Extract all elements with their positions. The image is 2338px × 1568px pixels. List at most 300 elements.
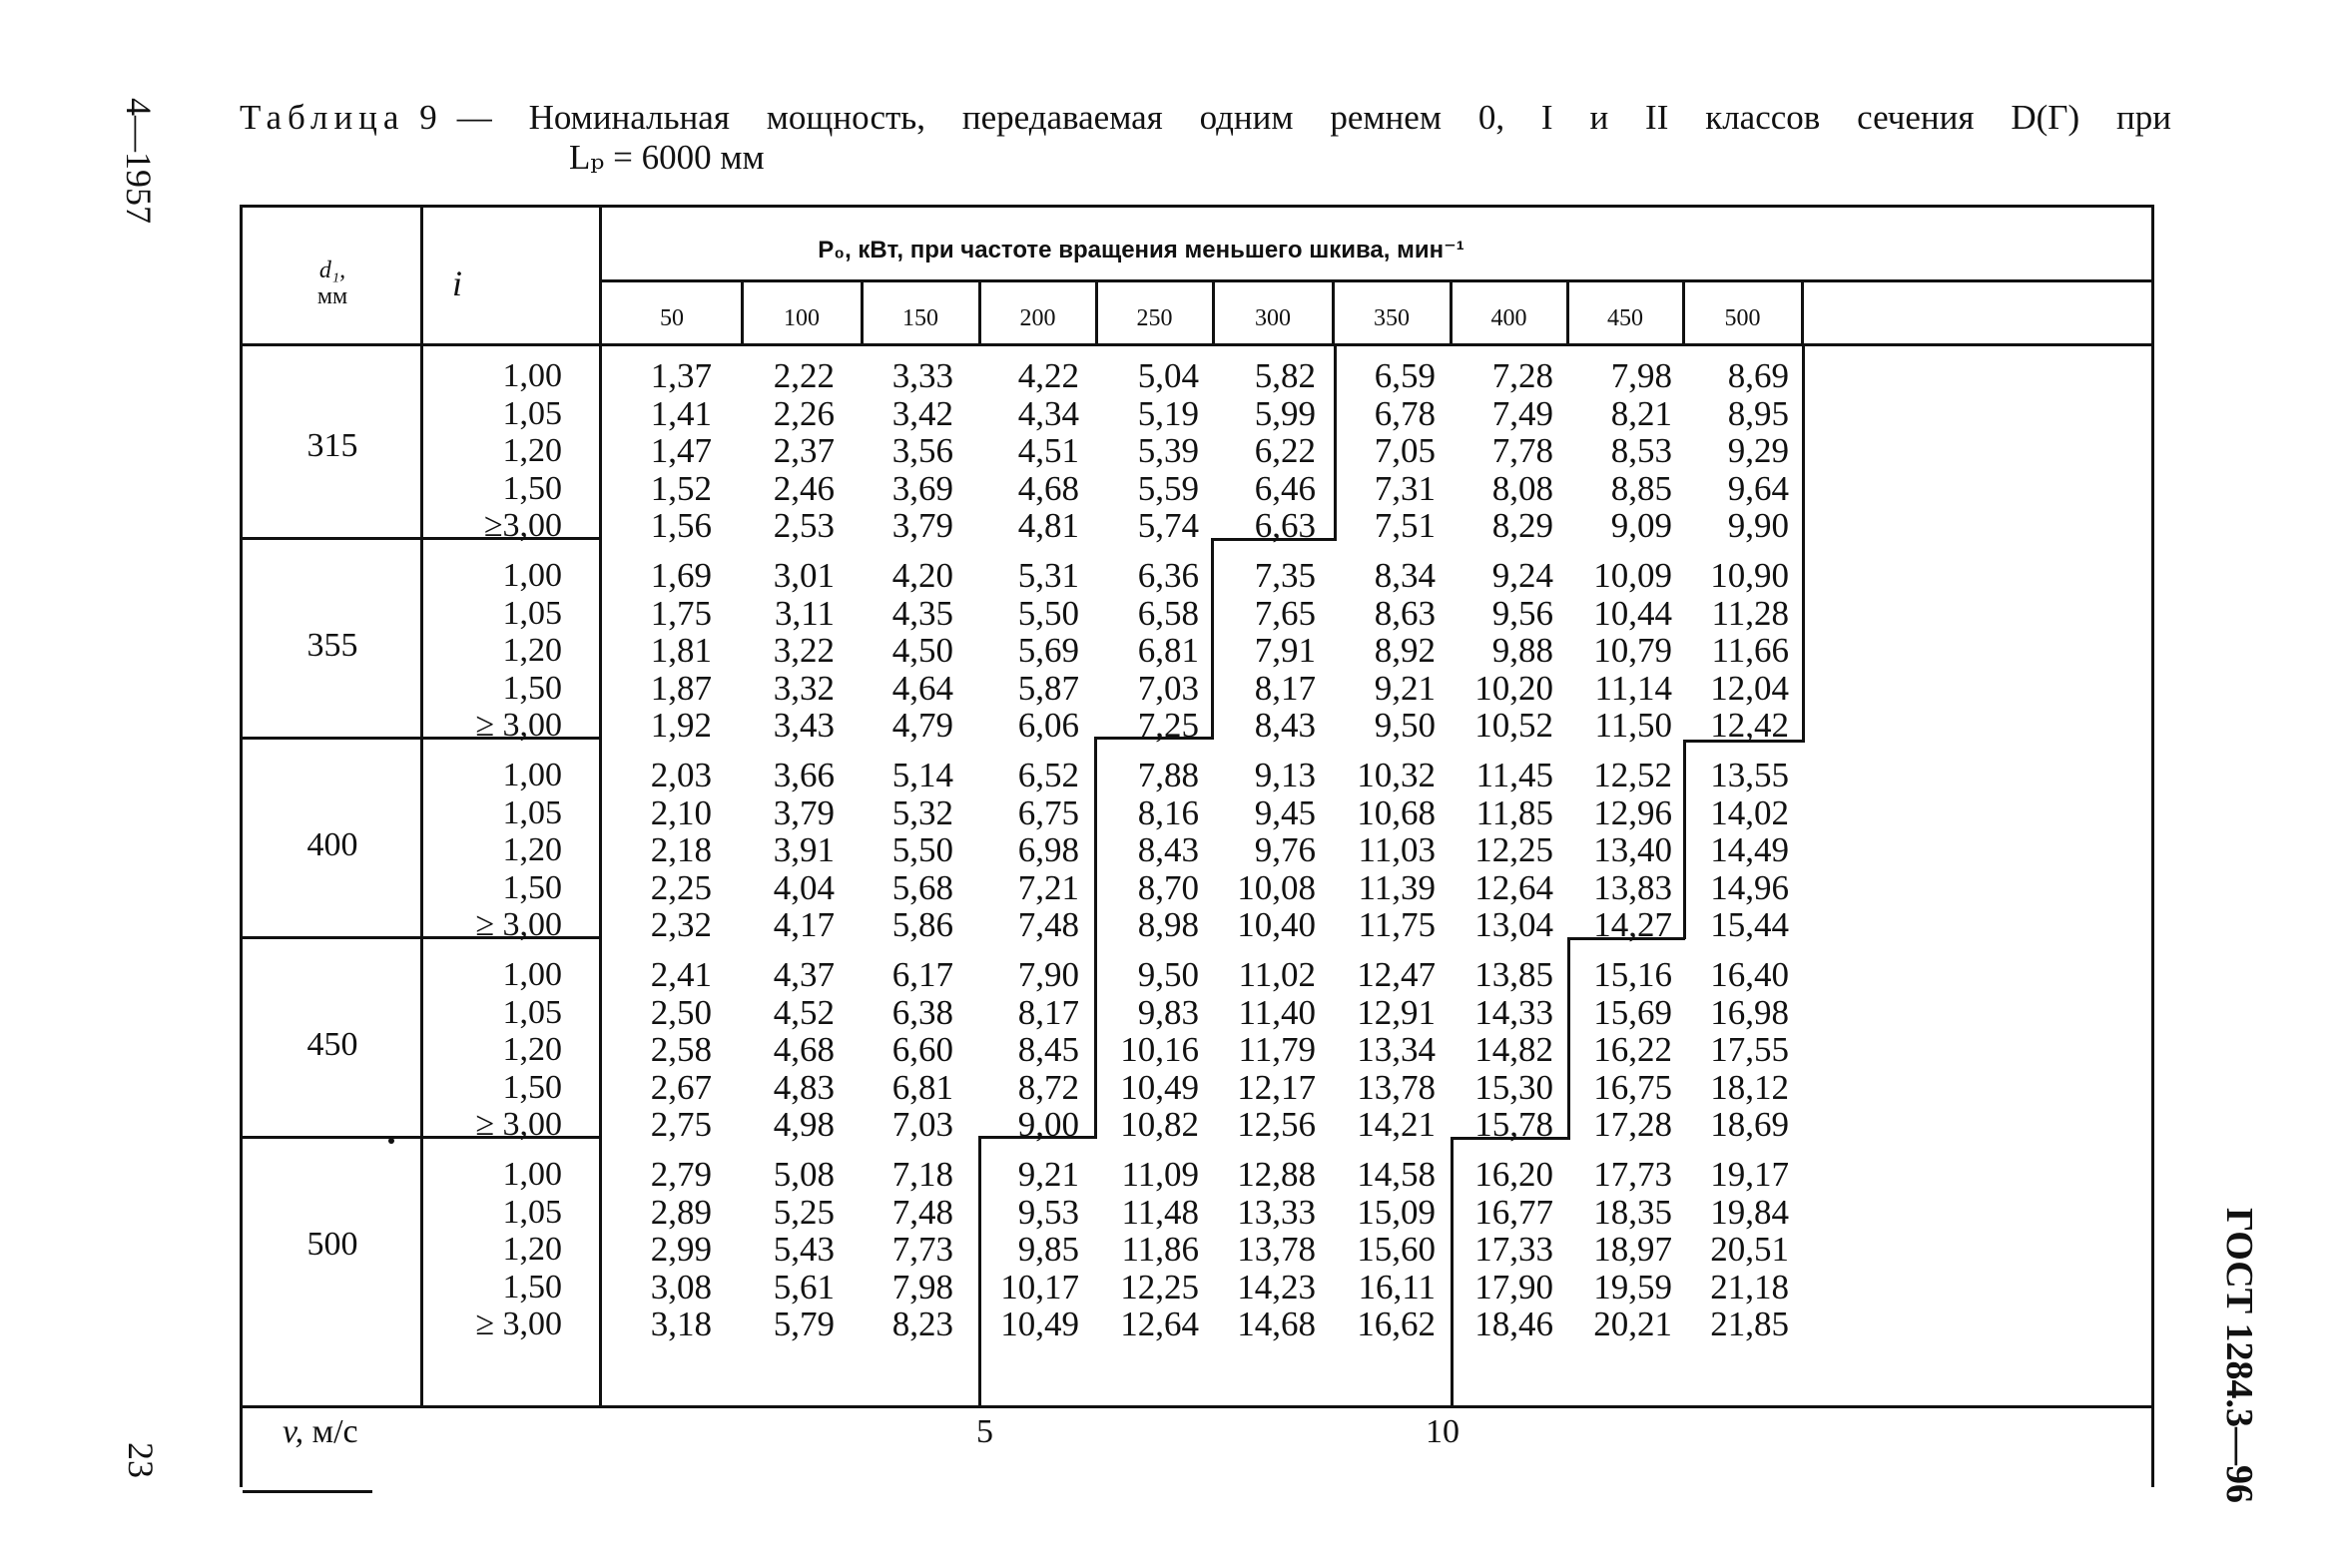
power-value: 4,64 bbox=[891, 668, 953, 708]
power-value: 9,29 bbox=[1727, 431, 1789, 470]
power-value: 8,45 bbox=[1017, 1030, 1079, 1069]
power-value: 2,22 bbox=[773, 356, 835, 395]
i-value: 1,20 bbox=[502, 632, 562, 669]
power-value: 8,23 bbox=[891, 1305, 953, 1343]
power-value: 2,58 bbox=[650, 1030, 712, 1069]
power-value: 2,67 bbox=[650, 1067, 712, 1107]
power-value: 2,37 bbox=[773, 431, 835, 470]
power-value: 3,32 bbox=[773, 668, 835, 708]
power-value: 16,62 bbox=[1357, 1305, 1436, 1343]
power-value: 15,30 bbox=[1474, 1067, 1553, 1107]
power-value: 1,37 bbox=[650, 356, 712, 395]
power-value: 2,32 bbox=[650, 905, 712, 944]
i-value: 1,20 bbox=[502, 1031, 562, 1068]
power-value: 9,76 bbox=[1254, 830, 1316, 869]
power-value: 5,50 bbox=[1017, 593, 1079, 633]
power-value: 7,18 bbox=[891, 1155, 953, 1194]
power-value: 3,42 bbox=[891, 393, 953, 433]
power-value: 3,11 bbox=[775, 593, 835, 633]
power-value: 7,35 bbox=[1254, 556, 1316, 595]
header-i: i bbox=[452, 263, 463, 303]
header-column-rule bbox=[1332, 279, 1335, 343]
power-value: 7,90 bbox=[1017, 955, 1079, 994]
power-value: 12,25 bbox=[1120, 1267, 1199, 1307]
power-value: 7,25 bbox=[1137, 706, 1199, 745]
power-value: 9,09 bbox=[1610, 506, 1672, 545]
power-value: 5,79 bbox=[773, 1305, 835, 1343]
d1-value-500: 500 bbox=[306, 1226, 358, 1263]
footer-velocity-label: v, м/с bbox=[283, 1413, 358, 1450]
power-value: 9,90 bbox=[1727, 506, 1789, 545]
power-value: 6,63 bbox=[1254, 506, 1316, 545]
power-value: 16,40 bbox=[1710, 955, 1789, 994]
power-value: 6,36 bbox=[1137, 556, 1199, 595]
power-value: 7,51 bbox=[1374, 506, 1436, 545]
power-value: 4,81 bbox=[1017, 506, 1079, 545]
power-value: 2,03 bbox=[650, 756, 712, 794]
power-value: 11,28 bbox=[1711, 593, 1789, 633]
i-value: 1,05 bbox=[502, 993, 562, 1031]
header-column-rule bbox=[1095, 279, 1098, 343]
power-value: 1,47 bbox=[650, 431, 712, 470]
power-value: 5,19 bbox=[1137, 393, 1199, 433]
power-value: 5,69 bbox=[1017, 631, 1079, 670]
power-value: 11,45 bbox=[1475, 756, 1553, 794]
d1-value-355: 355 bbox=[306, 627, 358, 664]
power-value: 9,88 bbox=[1491, 631, 1553, 670]
power-value: 10,68 bbox=[1357, 792, 1436, 832]
power-value: 1,56 bbox=[650, 506, 712, 545]
i-value: 1,20 bbox=[502, 831, 562, 868]
power-value: 9,13 bbox=[1254, 756, 1316, 794]
power-value: 7,88 bbox=[1137, 756, 1199, 794]
power-value: 6,81 bbox=[891, 1067, 953, 1107]
i-value: 1,20 bbox=[502, 1231, 562, 1268]
power-value: 3,43 bbox=[773, 706, 835, 745]
power-value: 17,73 bbox=[1593, 1155, 1672, 1194]
power-value: 16,11 bbox=[1358, 1267, 1436, 1307]
power-value: 6,78 bbox=[1374, 393, 1436, 433]
power-value: 5,59 bbox=[1137, 468, 1199, 508]
power-value: 12,88 bbox=[1237, 1155, 1316, 1194]
power-value: 6,60 bbox=[891, 1030, 953, 1069]
power-value: 16,77 bbox=[1474, 1192, 1553, 1232]
power-value: 7,65 bbox=[1254, 593, 1316, 633]
header-rpm-300: 300 bbox=[1255, 305, 1291, 331]
power-value: 16,20 bbox=[1474, 1155, 1553, 1194]
power-value: 2,50 bbox=[650, 992, 712, 1032]
header-power-title: P₀, кВт, при частоте вращения меньшего шкива, мин⁻¹ bbox=[818, 237, 1464, 263]
power-value: 7,91 bbox=[1254, 631, 1316, 670]
power-value: 11,75 bbox=[1358, 905, 1436, 944]
power-value: 7,98 bbox=[1610, 356, 1672, 395]
power-value: 3,18 bbox=[650, 1305, 712, 1343]
power-value: 13,34 bbox=[1357, 1030, 1436, 1069]
power-value: 17,33 bbox=[1474, 1230, 1553, 1269]
header-rpm-400: 400 bbox=[1490, 305, 1527, 331]
power-value: 19,17 bbox=[1710, 1155, 1789, 1194]
i-value: 1,05 bbox=[502, 394, 562, 432]
power-value: 10,82 bbox=[1120, 1105, 1199, 1144]
power-value: 18,12 bbox=[1710, 1067, 1789, 1107]
power-value: 8,29 bbox=[1491, 506, 1553, 545]
i-value: 1,50 bbox=[502, 1268, 562, 1306]
power-value: 5,61 bbox=[773, 1267, 835, 1307]
power-value: 6,46 bbox=[1254, 468, 1316, 508]
power-value: 4,35 bbox=[891, 593, 953, 633]
power-value: 3,08 bbox=[650, 1267, 712, 1307]
power-value: 18,97 bbox=[1593, 1230, 1672, 1269]
power-value: 7,05 bbox=[1374, 431, 1436, 470]
power-value: 2,18 bbox=[650, 830, 712, 869]
power-value: 9,45 bbox=[1254, 792, 1316, 832]
header-column-rule bbox=[1212, 279, 1215, 343]
i-value: 1,20 bbox=[502, 432, 562, 469]
header-column-rule bbox=[741, 279, 744, 343]
power-value: 7,21 bbox=[1017, 867, 1079, 907]
power-value: 8,34 bbox=[1374, 556, 1436, 595]
power-value: 12,42 bbox=[1710, 706, 1789, 745]
power-value: 12,04 bbox=[1710, 668, 1789, 708]
power-value: 7,31 bbox=[1374, 468, 1436, 508]
power-value: 8,53 bbox=[1610, 431, 1672, 470]
power-value: 13,55 bbox=[1710, 756, 1789, 794]
power-value: 9,83 bbox=[1137, 992, 1199, 1032]
power-value: 1,52 bbox=[650, 468, 712, 508]
power-value: 3,91 bbox=[773, 830, 835, 869]
power-value: 2,75 bbox=[650, 1105, 712, 1144]
power-value: 4,17 bbox=[773, 905, 835, 944]
power-value: 10,16 bbox=[1120, 1030, 1199, 1069]
power-value: 2,53 bbox=[773, 506, 835, 545]
power-value: 5,99 bbox=[1254, 393, 1316, 433]
power-value: 13,85 bbox=[1474, 955, 1553, 994]
power-value: 8,08 bbox=[1491, 468, 1553, 508]
power-value: 8,17 bbox=[1017, 992, 1079, 1032]
footer-rule bbox=[243, 1405, 2154, 1408]
power-value: 3,33 bbox=[891, 356, 953, 395]
d1-value-315: 315 bbox=[306, 427, 358, 464]
power-value: 15,16 bbox=[1593, 955, 1672, 994]
power-value: 13,78 bbox=[1237, 1230, 1316, 1269]
i-value: 1,00 bbox=[502, 1156, 562, 1193]
power-value: 20,21 bbox=[1593, 1305, 1672, 1343]
power-value: 5,87 bbox=[1017, 668, 1079, 708]
power-value: 12,64 bbox=[1474, 867, 1553, 907]
power-value: 7,78 bbox=[1491, 431, 1553, 470]
power-value: 4,50 bbox=[891, 631, 953, 670]
power-value: 6,06 bbox=[1017, 706, 1079, 745]
power-value: 9,21 bbox=[1017, 1155, 1079, 1194]
power-value: 8,16 bbox=[1137, 792, 1199, 832]
i-value: 1,00 bbox=[502, 557, 562, 594]
power-value: 10,09 bbox=[1593, 556, 1672, 595]
power-value: 14,82 bbox=[1474, 1030, 1553, 1069]
header-d1: d₁, мм bbox=[316, 258, 348, 309]
power-value: 8,69 bbox=[1727, 356, 1789, 395]
power-value: 9,50 bbox=[1374, 706, 1436, 745]
header-divider bbox=[602, 279, 2154, 282]
power-value: 5,50 bbox=[891, 830, 953, 869]
power-value: 10,08 bbox=[1237, 867, 1316, 907]
power-value: 14,68 bbox=[1237, 1305, 1316, 1343]
power-value: 18,69 bbox=[1710, 1105, 1789, 1144]
power-value: 12,47 bbox=[1357, 955, 1436, 994]
power-value: 4,68 bbox=[773, 1030, 835, 1069]
table-number: Таблица 9 bbox=[240, 98, 443, 137]
i-value: 1,00 bbox=[502, 757, 562, 793]
header-rpm-450: 450 bbox=[1607, 305, 1643, 331]
power-value: 2,10 bbox=[650, 792, 712, 832]
power-value: 1,87 bbox=[650, 668, 712, 708]
power-value: 3,69 bbox=[891, 468, 953, 508]
header-column-rule bbox=[978, 279, 981, 343]
standard-designation: ГОСТ 1284.3—96 bbox=[2218, 1208, 2260, 1504]
power-value: 14,33 bbox=[1474, 992, 1553, 1032]
header-rpm-500: 500 bbox=[1724, 305, 1761, 331]
power-value: 7,28 bbox=[1491, 356, 1553, 395]
power-value: 8,43 bbox=[1137, 830, 1199, 869]
header-rpm-50: 50 bbox=[660, 305, 684, 331]
power-value: 8,70 bbox=[1137, 867, 1199, 907]
power-value: 5,43 bbox=[773, 1230, 835, 1269]
i-value: 1,05 bbox=[502, 793, 562, 831]
power-value: 6,17 bbox=[891, 955, 953, 994]
i-value: 1,05 bbox=[502, 1193, 562, 1231]
power-value: 3,01 bbox=[773, 556, 835, 595]
power-value: 4,68 bbox=[1017, 468, 1079, 508]
table-caption bbox=[240, 98, 2171, 178]
power-value: 9,56 bbox=[1491, 593, 1553, 633]
power-value: 2,26 bbox=[773, 393, 835, 433]
power-value: 9,21 bbox=[1374, 668, 1436, 708]
power-value: 12,96 bbox=[1593, 792, 1672, 832]
power-value: 13,83 bbox=[1593, 867, 1672, 907]
power-value: 4,34 bbox=[1017, 393, 1079, 433]
power-value: 12,52 bbox=[1593, 756, 1672, 794]
power-value: 9,50 bbox=[1137, 955, 1199, 994]
power-value: 17,28 bbox=[1593, 1105, 1672, 1144]
power-value: 9,00 bbox=[1017, 1105, 1079, 1144]
power-value: 11,03 bbox=[1358, 830, 1436, 869]
table-title: — Номинальная мощность, передаваемая одним ремнем 0, I и II классов сечения D(Г) при bbox=[456, 98, 2171, 137]
power-value: 11,39 bbox=[1358, 867, 1436, 907]
header-rpm-350: 350 bbox=[1374, 305, 1410, 331]
power-value: 10,32 bbox=[1357, 756, 1436, 794]
header-rpm-250: 250 bbox=[1136, 305, 1173, 331]
power-value: 5,32 bbox=[891, 792, 953, 832]
power-value: 3,79 bbox=[773, 792, 835, 832]
power-value: 15,69 bbox=[1593, 992, 1672, 1032]
power-value: 11,66 bbox=[1711, 631, 1789, 670]
power-value: 21,18 bbox=[1710, 1267, 1789, 1307]
power-value: 14,58 bbox=[1357, 1155, 1436, 1194]
header-column-rule bbox=[1566, 279, 1569, 343]
power-value: 13,33 bbox=[1237, 1192, 1316, 1232]
power-value: 11,85 bbox=[1475, 792, 1553, 832]
power-value: 14,27 bbox=[1593, 905, 1672, 944]
power-value: 6,59 bbox=[1374, 356, 1436, 395]
power-value: 2,41 bbox=[650, 955, 712, 994]
power-value: 11,79 bbox=[1238, 1030, 1316, 1069]
power-value: 18,35 bbox=[1593, 1192, 1672, 1232]
footer-velocity-tick-10: 10 bbox=[1426, 1413, 1460, 1450]
power-value: 10,17 bbox=[1000, 1267, 1079, 1307]
power-value: 5,86 bbox=[891, 905, 953, 944]
power-value: 4,83 bbox=[773, 1067, 835, 1107]
power-value: 5,08 bbox=[773, 1155, 835, 1194]
power-value: 4,22 bbox=[1017, 356, 1079, 395]
power-value: 4,98 bbox=[773, 1105, 835, 1144]
d1-value-400: 400 bbox=[306, 826, 358, 863]
power-value: 14,02 bbox=[1710, 792, 1789, 832]
power-value: 1,92 bbox=[650, 706, 712, 745]
power-value: 9,85 bbox=[1017, 1230, 1079, 1269]
power-value: 11,40 bbox=[1238, 992, 1316, 1032]
i-value: ≥ 3,00 bbox=[475, 1306, 562, 1342]
power-value: 11,14 bbox=[1594, 668, 1672, 708]
power-value: 5,14 bbox=[891, 756, 953, 794]
power-value: 6,22 bbox=[1254, 431, 1316, 470]
power-value: 10,49 bbox=[1000, 1305, 1079, 1343]
power-value: 14,21 bbox=[1357, 1105, 1436, 1144]
power-value: 10,90 bbox=[1710, 556, 1789, 595]
power-value: 11,09 bbox=[1121, 1155, 1199, 1194]
power-value: 1,75 bbox=[650, 593, 712, 633]
power-value: 2,25 bbox=[650, 867, 712, 907]
power-value: 10,49 bbox=[1120, 1067, 1199, 1107]
power-value: 18,46 bbox=[1474, 1305, 1553, 1343]
power-value: 9,64 bbox=[1727, 468, 1789, 508]
power-value: 3,22 bbox=[773, 631, 835, 670]
power-value: 10,44 bbox=[1593, 593, 1672, 633]
i-value: ≥ 3,00 bbox=[475, 1106, 562, 1143]
power-value: 4,37 bbox=[773, 955, 835, 994]
power-value: 7,03 bbox=[891, 1105, 953, 1144]
power-value: 4,79 bbox=[891, 706, 953, 745]
power-value: 3,66 bbox=[773, 756, 835, 794]
power-value: 7,73 bbox=[891, 1230, 953, 1269]
power-value: 7,48 bbox=[1017, 905, 1079, 944]
power-value: 1,69 bbox=[650, 556, 712, 595]
footer-bottom-rule bbox=[243, 1490, 372, 1493]
power-value: 6,52 bbox=[1017, 756, 1079, 794]
power-value: 4,04 bbox=[773, 867, 835, 907]
power-value: 2,99 bbox=[650, 1230, 712, 1269]
power-value: 9,24 bbox=[1491, 556, 1553, 595]
power-value: 8,95 bbox=[1727, 393, 1789, 433]
power-value: 4,52 bbox=[773, 992, 835, 1032]
power-value: 4,20 bbox=[891, 556, 953, 595]
power-value: 7,03 bbox=[1137, 668, 1199, 708]
header-rpm-100: 100 bbox=[784, 305, 820, 331]
power-value: 15,60 bbox=[1357, 1230, 1436, 1269]
power-value: 21,85 bbox=[1710, 1305, 1789, 1343]
power-value: 12,64 bbox=[1120, 1305, 1199, 1343]
power-value: 3,56 bbox=[891, 431, 953, 470]
header-column-rule bbox=[1450, 279, 1453, 343]
power-value: 4,51 bbox=[1017, 431, 1079, 470]
power-value: 8,63 bbox=[1374, 593, 1436, 633]
i-value: 1,50 bbox=[502, 669, 562, 707]
power-value: 6,98 bbox=[1017, 830, 1079, 869]
power-value: 8,85 bbox=[1610, 468, 1672, 508]
i-value: 1,00 bbox=[502, 956, 562, 993]
power-value: 13,40 bbox=[1593, 830, 1672, 869]
boundary-v10 bbox=[1802, 343, 1805, 743]
header-rpm-200: 200 bbox=[1019, 305, 1056, 331]
header-rpm-150: 150 bbox=[902, 305, 938, 331]
power-value: 2,46 bbox=[773, 468, 835, 508]
power-value: 11,50 bbox=[1594, 706, 1672, 745]
power-value: 19,59 bbox=[1593, 1267, 1672, 1307]
power-value: 19,84 bbox=[1710, 1192, 1789, 1232]
power-value: 11,48 bbox=[1121, 1192, 1199, 1232]
power-value: 7,49 bbox=[1491, 393, 1553, 433]
page-section-number: 4—1957 bbox=[119, 98, 159, 224]
footer-velocity-tick-5: 5 bbox=[976, 1413, 993, 1450]
power-value: 8,92 bbox=[1374, 631, 1436, 670]
power-value: 15,44 bbox=[1710, 905, 1789, 944]
power-value: 15,09 bbox=[1357, 1192, 1436, 1232]
power-value: 16,75 bbox=[1593, 1067, 1672, 1107]
power-value: 1,81 bbox=[650, 631, 712, 670]
power-value: 12,56 bbox=[1237, 1105, 1316, 1144]
power-value: 8,43 bbox=[1254, 706, 1316, 745]
power-value: 5,31 bbox=[1017, 556, 1079, 595]
i-value: ≥ 3,00 bbox=[475, 906, 562, 943]
power-value: 6,38 bbox=[891, 992, 953, 1032]
header-bottom-rule bbox=[243, 343, 2154, 346]
i-value: 1,05 bbox=[502, 594, 562, 632]
power-value: 8,21 bbox=[1610, 393, 1672, 433]
power-value: 10,20 bbox=[1474, 668, 1553, 708]
power-value: 14,23 bbox=[1237, 1267, 1316, 1307]
power-value: 1,41 bbox=[650, 393, 712, 433]
power-value: 8,98 bbox=[1137, 905, 1199, 944]
power-value: 16,22 bbox=[1593, 1030, 1672, 1069]
power-value: 5,25 bbox=[773, 1192, 835, 1232]
power-table bbox=[240, 205, 2154, 1487]
power-value: 12,91 bbox=[1357, 992, 1436, 1032]
power-value: 14,96 bbox=[1710, 867, 1789, 907]
power-value: 16,98 bbox=[1710, 992, 1789, 1032]
power-value: 10,40 bbox=[1237, 905, 1316, 944]
power-value: 13,78 bbox=[1357, 1067, 1436, 1107]
table-title-line2: Lₚ = 6000 мм bbox=[569, 138, 765, 177]
power-value: 17,90 bbox=[1474, 1267, 1553, 1307]
power-value: 6,75 bbox=[1017, 792, 1079, 832]
header-column-rule bbox=[1682, 279, 1685, 343]
power-value: 10,52 bbox=[1474, 706, 1553, 745]
power-value: 5,82 bbox=[1254, 356, 1316, 395]
power-value: 15,78 bbox=[1474, 1105, 1553, 1144]
power-value: 20,51 bbox=[1710, 1230, 1789, 1269]
power-value: 3,79 bbox=[891, 506, 953, 545]
power-value: 9,53 bbox=[1017, 1192, 1079, 1232]
power-value: 8,72 bbox=[1017, 1067, 1079, 1107]
power-value: 6,58 bbox=[1137, 593, 1199, 633]
i-value: 1,00 bbox=[502, 357, 562, 394]
d1-value-450: 450 bbox=[306, 1026, 358, 1063]
power-value: 11,86 bbox=[1121, 1230, 1199, 1269]
i-value: 1,50 bbox=[502, 868, 562, 906]
power-value: 6,81 bbox=[1137, 631, 1199, 670]
power-value: 12,25 bbox=[1474, 830, 1553, 869]
header-column-rule bbox=[1801, 279, 1804, 343]
i-value: 1,50 bbox=[502, 1068, 562, 1106]
power-value: 5,04 bbox=[1137, 356, 1199, 395]
